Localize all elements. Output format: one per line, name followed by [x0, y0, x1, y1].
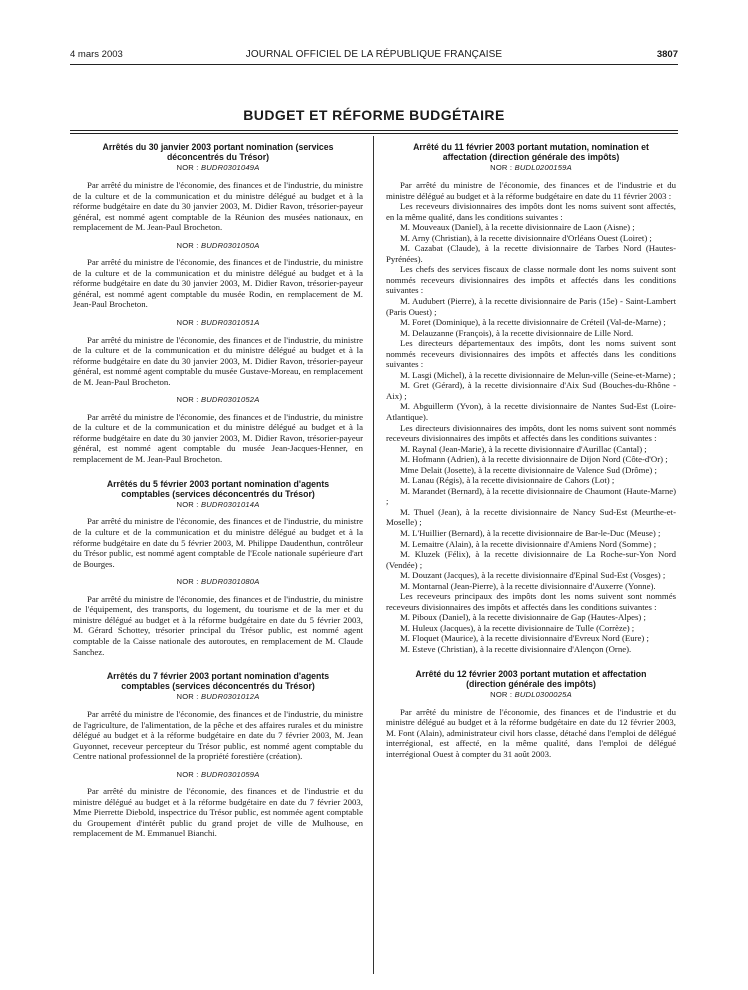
nor-reference: [386, 690, 676, 701]
appointment-line: M. Lanau (Régis), à la recette divisionnaire de Cahors (Lot) ;: [400, 475, 615, 486]
arrete-paragraph: Par arrêté du ministre de l'économie, des finances et de l'industrie, du ministre de la culture et de la communication et du ministre délégué au budget et à la réforme budgétaire en date du 30 janvier 2003, M. Didier Ravon, trésorier-payeur général, est nommé agent comptable de la Réunion des musées nationaux, en remplacement de M. Jean-Paul Brocheton.: [73, 179, 363, 233]
arrete-title: Arrêté du 12 février 2003 portant mutation et affectation (direction générale des impôts): [415, 668, 647, 689]
appointment-line: M. Raynal (Jean-Marie), à la recette divisionnaire d'Aurillac (Cantal) ;: [400, 443, 647, 454]
appointment-line: M. Montarnal (Jean-Pierre), à la recette divisionnaire d'Auxerre (Yonne).: [400, 580, 656, 591]
left-column: [73, 142, 363, 839]
nor-code: BUDR0301052A: [200, 395, 260, 405]
arrete-title: Arrêtés du 30 janvier 2003 portant nomination (services déconcentrés du Trésor): [102, 142, 334, 163]
nor-code: BUDR0301049A: [200, 163, 260, 173]
nor-reference: [73, 770, 363, 781]
section-rule-top: [70, 130, 678, 131]
nor-reference: [73, 577, 363, 588]
nor-code: BUDL0200159A: [514, 163, 572, 173]
appointment-line: Mme Delait (Josette), à la recette divisionnaire de Valence Sud (Drôme) ;: [400, 464, 657, 475]
arrete-paragraph: Par arrêté du ministre de l'économie, des finances et de l'industrie, du ministre de la culture et de la communication et du ministre délégué au budget et à la réforme budgétaire en date du 5 février 2003, M. Philippe Daudenthun, contrôleur du Trésor public, est nommé agent comptable de l'Ecole nationale supérieure d'art de Bourges.: [73, 516, 363, 569]
appointment-line: M. Douzant (Jacques), à la recette divisionnaire d'Epinal Sud-Est (Vosges) ;: [400, 570, 666, 581]
nor-code: BUDR0301012A: [200, 692, 260, 702]
appointment-line: M. Kluzek (Félix), à la recette divisionnaire de La Roche-sur-Yon Nord (Vendée) ;: [386, 549, 676, 570]
nor-reference: [73, 241, 363, 252]
arrete-title: Arrêtés du 7 février 2003 portant nomination d'agents comptables (services déconcentrés du Trésor): [106, 671, 330, 692]
arrete-paragraph: Par arrêté du ministre de l'économie, des finances et de l'industrie et du ministre délégué au budget et à la réforme budgétaire en date du 7 février 2003, Mme Pierrette Diebold, inspectrice du Trésor public, est nommée agent comptable du Groupement d'intérêt public du grand projet de ville de Mulhouse, en remplacement de M. Emmanuel Bianchi.: [73, 786, 363, 839]
arrete-paragraph: Les chefs des services fiscaux de classe normale dont les noms suivent sont nommés receveurs divisionnaires des impôts et affectés dans les conditions suivantes :: [386, 264, 676, 296]
appointment-line: M. Mouveaux (Daniel), à la recette divisionnaire de Laon (Aisne) ;: [400, 222, 635, 233]
nor-label: NOR :: [490, 163, 513, 173]
section-rule-bottom: [70, 133, 678, 134]
page-header: [70, 49, 678, 63]
nor-code: BUDR0301059A: [200, 769, 260, 779]
right-column: [386, 142, 676, 759]
appointment-line: M. Thuel (Jean), à la recette divisionnaire de Nancy Sud-Est (Meurthe-et-Moselle) ;: [386, 506, 676, 528]
arrete-paragraph: Par arrêté du ministre de l'économie, des finances et de l'industrie, du ministre de l'équipement, des transports, du logement, du tourisme et de la mer et du ministre délégué au budget et à la réforme budgétaire en date du 5 février 2003, M. Gérard Schottey, trésorier principal du Trésor public, est nommé agent comptable de la Caisse nationale des autoroutes, en remplacement de M. Claude Sanchez.: [73, 593, 363, 657]
nor-reference: [73, 163, 363, 174]
appointment-line: M. Foret (Dominique), à la recette divisionnaire de Créteil (Val-de-Marne) ;: [400, 317, 666, 328]
arrete-paragraph: Les directeurs divisionnaires des impôts, dont les noms suivent sont nommés receveurs divisionnaires des impôts et affectés dans les conditions suivantes :: [386, 422, 676, 444]
section-title: BUDGET ET RÉFORME BUDGÉTAIRE: [243, 107, 505, 123]
arrete-paragraph: Par arrêté du ministre de l'économie, des finances et de l'industrie, du ministre de la culture et de la communication et du ministre délégué au budget et à la réforme budgétaire en date du 30 janvier 2003, M. Didier Ravon, trésorier-payeur général, est nommé agent comptable du musée Jean-Jacques-Henner, en remplacement de M. Jean-Paul Brocheton.: [73, 411, 363, 464]
nor-reference: [73, 395, 363, 406]
nor-label: NOR :: [490, 689, 513, 699]
appointment-line: M. Floquet (Maurice), à la recette divisionnaire d'Evreux Nord (Eure) ;: [400, 633, 649, 644]
nor-code: BUDR0301051A: [200, 317, 260, 327]
nor-label: NOR :: [176, 240, 199, 250]
nor-label: NOR :: [176, 577, 199, 587]
appointment-line: M. Hofmann (Adrien), à la recette divisionnaire de Dijon Nord (Côte-d'Or) ;: [400, 454, 668, 465]
arrete-paragraph: Par arrêté du ministre de l'économie, des finances et de l'industrie et du ministre délégué au budget et à la réforme budgétaire en date du 12 février 2003, M. Font (Alain), administrateur civil hors classe, détaché dans l'emploi de délégué interrégional, est affecté, en la même qualité, dans l'emploi de délégué interrégional Ouest à compter du 31 août 2003.: [386, 706, 676, 759]
journal-title: JOURNAL OFFICIEL DE LA RÉPUBLIQUE FRANÇAISE: [245, 49, 503, 60]
nor-code: BUDR0301080A: [200, 577, 260, 587]
nor-reference: [73, 318, 363, 329]
arrete-paragraph: Par arrêté du ministre de l'économie, des finances et de l'industrie, du ministre de la culture et de la communication et du ministre délégué au budget et à la réforme budgétaire en date du 30 janvier 2003, M. Didier Ravon, trésorier-payeur général, est nommé agent comptable du musée Gustave-Moreau, en remplacement de M. Jean-Paul Brocheton.: [73, 334, 363, 387]
nor-label: NOR :: [176, 163, 199, 173]
nor-label: NOR :: [176, 692, 199, 702]
nor-label: NOR :: [176, 317, 199, 327]
nor-reference: [73, 500, 363, 511]
arrete-paragraph: Par arrêté du ministre de l'économie, des finances et de l'industrie et du ministre délégué au budget et à la réforme budgétaire en date du 11 février 2003 :: [386, 179, 676, 201]
appointment-line: M. Lasgi (Michel), à la recette divisionnaire de Melun-ville (Seine-et-Marne) ;: [400, 369, 676, 380]
nor-code: BUDR0301014A: [200, 499, 260, 509]
arrete-paragraph: Les receveurs divisionnaires des impôts dont les noms suivent sont affectés, en la même qualité, dans les conditions suivantes :: [386, 201, 676, 222]
nor-code: BUDR0301050A: [200, 240, 260, 250]
appointment-line: M. Cazabat (Claude), à la recette divisionnaire de Tarbes Nord (Hautes-Pyrénées).: [386, 243, 676, 264]
arrete-paragraph: Les directeurs départementaux des impôts, dont les noms suivent sont nommés receveurs divisionnaires des impôts et affectés dans les conditions suivantes :: [386, 338, 676, 370]
nor-reference: [386, 163, 676, 174]
appointment-line: M. Arny (Christian), à la recette divisionnaire d'Orléans Ouest (Loiret) ;: [400, 232, 652, 243]
issue-date: 4 mars 2003: [70, 49, 123, 60]
appointment-line: M. L'Huillier (Bernard), à la recette divisionnaire de Bar-le-Duc (Meuse) ;: [400, 528, 661, 538]
arrete-title: Arrêté du 11 février 2003 portant mutation, nomination et affectation (direction générale des impôts): [413, 142, 649, 163]
header-rule: [70, 64, 678, 65]
appointment-line: M. Abguillerm (Yvon), à la recette divisionnaire de Nantes Sud-Est (Loire-Atlantique).: [386, 401, 676, 422]
arrete-paragraph: Par arrêté du ministre de l'économie, des finances et de l'industrie, du ministre de la culture et de la communication et du ministre délégué au budget et à la réforme budgétaire en date du 30 janvier 2003, M. Didier Ravon, trésorier-payeur général, est nommé agent comptable du musée Rodin, en remplacement de M. Jean-Paul Brocheton.: [73, 257, 363, 310]
appointment-line: M. Huleux (Jacques), à la recette divisionnaire de Tulle (Corrèze) ;: [400, 622, 635, 633]
page-number: 3807: [656, 49, 678, 60]
appointment-line: M. Esteve (Christian), à la recette divisionnaire d'Alençon (Orne).: [400, 644, 632, 655]
nor-reference: [73, 692, 363, 703]
arrete-paragraph: Par arrêté du ministre de l'économie, des finances et de l'industrie, du ministre de l'agriculture, de l'alimentation, de la pêche et des affaires rurales et du ministre délégué au budget et à la réforme budgétaire en date du 7 février 2003, M. Jean Guyonnet, receveur percepteur du Trésor public, est nommé agent comptable du Centre national professionnel de la propriété forestière (création).: [73, 709, 363, 762]
appointment-line: M. Gret (Gérard), à la recette divisionnaire d'Aix Sud (Bouches-du-Rhône - Aix) ;: [386, 380, 676, 401]
appointment-line: M. Marandet (Bernard), à la recette divisionnaire de Chaumont (Haute-Marne) ;: [386, 485, 676, 507]
nor-label: NOR :: [176, 769, 199, 779]
nor-label: NOR :: [176, 499, 199, 509]
arrete-paragraph: Les receveurs principaux des impôts dont les noms suivent sont nommés receveurs divisionnaires des impôts et affectés dans les conditions suivantes :: [386, 591, 676, 612]
arrete-title: Arrêtés du 5 février 2003 portant nomination d'agents comptables (services déconcentrés du Trésor): [106, 478, 330, 499]
nor-code: BUDL0300025A: [514, 689, 572, 699]
appointment-line: M. Audubert (Pierre), à la recette divisionnaire de Paris (15e) - Saint-Lambert (Paris Ouest) ;: [386, 295, 676, 317]
appointment-line: M. Lemaitre (Alain), à la recette divisionnaire d'Amiens Nord (Somme) ;: [400, 538, 657, 549]
appointment-line: M. Piboux (Daniel), à la recette divisionnaire de Gap (Hautes-Alpes) ;: [400, 612, 646, 623]
appointment-line: M. Delauzanne (François), à la recette divisionnaire de Lille Nord.: [400, 327, 634, 338]
nor-label: NOR :: [176, 395, 199, 405]
column-divider: [373, 136, 374, 974]
